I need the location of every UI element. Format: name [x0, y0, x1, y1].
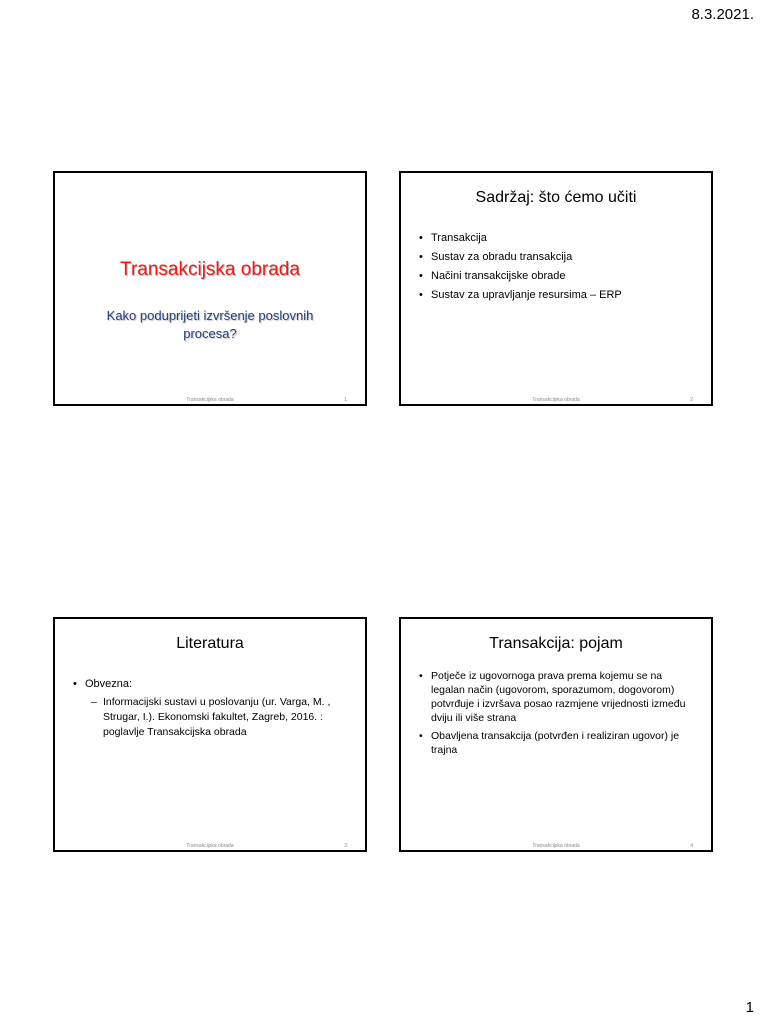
slide-title: Literatura: [176, 635, 244, 652]
bullet-list: [417, 669, 697, 761]
slide-footer-text: Transakcijska obrada: [532, 843, 580, 849]
slide-number: 3: [344, 843, 347, 849]
bullet-list: [417, 231, 697, 307]
slide-footer-text: Transakcijska obrada: [186, 843, 234, 849]
sub-bullet-item: [93, 695, 343, 740]
bullet-item: [417, 669, 697, 725]
dash-icon: –: [91, 696, 97, 708]
bullet-item: [417, 288, 697, 302]
bullet-text: Potječe iz ugovornoga prava prema kojemu se na legalan način (ugovorom, sporazumom, dogovorom) potvrđuje i izvršava posao razmjene vrijednosti između dviju ili više strana: [431, 670, 686, 724]
page-date: 8.3.2021.: [691, 6, 754, 23]
bullet-item: [417, 729, 697, 757]
bullet-item: [71, 677, 351, 691]
page-number: 1: [745, 999, 754, 1016]
bullet-text: Obavljena transakcija (potvrđen i realiziran ugovor) je trajna: [431, 730, 680, 756]
bullet-icon: •: [419, 251, 423, 263]
bullet-text: Obvezna:: [85, 678, 133, 690]
bullet-icon: •: [419, 670, 423, 682]
slide-title: Sadržaj: što ćemo učiti: [475, 189, 637, 206]
slide-footer-text: Transakcijska obrada: [532, 397, 580, 403]
slide-number: 1: [344, 397, 347, 403]
bullet-list: [71, 677, 351, 696]
bullet-icon: •: [419, 289, 423, 301]
bullet-icon: •: [419, 232, 423, 244]
bullet-text: Načini transakcijske obrade: [431, 270, 566, 282]
slide-number: 2: [690, 397, 693, 403]
bullet-text: Transakcija: [431, 232, 487, 244]
sub-bullet-text: Informacijski sustavi u poslovanju (ur. Varga, M. , Strugar, I.). Ekonomski fakultet, Zagreb, 2016. : poglavlje Transakcijska obrada: [103, 696, 331, 738]
slide-subtitle: Kako poduprijeti izvršenje poslovnih procesa?: [106, 308, 314, 341]
slide-thumbnail-1: [53, 171, 367, 406]
slide-thumbnail-3: [53, 617, 367, 852]
bullet-item: [417, 250, 697, 264]
bullet-icon: •: [73, 678, 77, 690]
slide-footer-text: Transakcijska obrada: [186, 397, 234, 403]
bullet-icon: •: [419, 270, 423, 282]
bullet-item: [417, 231, 697, 245]
slide-title: Transakcijska obrada: [120, 259, 300, 280]
slide-thumbnail-4: [399, 617, 713, 852]
slide-number: 4: [690, 843, 693, 849]
bullet-icon: •: [419, 730, 423, 742]
slide-title: Transakcija: pojam: [489, 635, 623, 652]
bullet-text: Sustav za obradu transakcija: [431, 251, 573, 263]
slide-thumbnail-2: [399, 171, 713, 406]
bullet-text: Sustav za upravljanje resursima – ERP: [431, 289, 622, 301]
bullet-item: [417, 269, 697, 283]
